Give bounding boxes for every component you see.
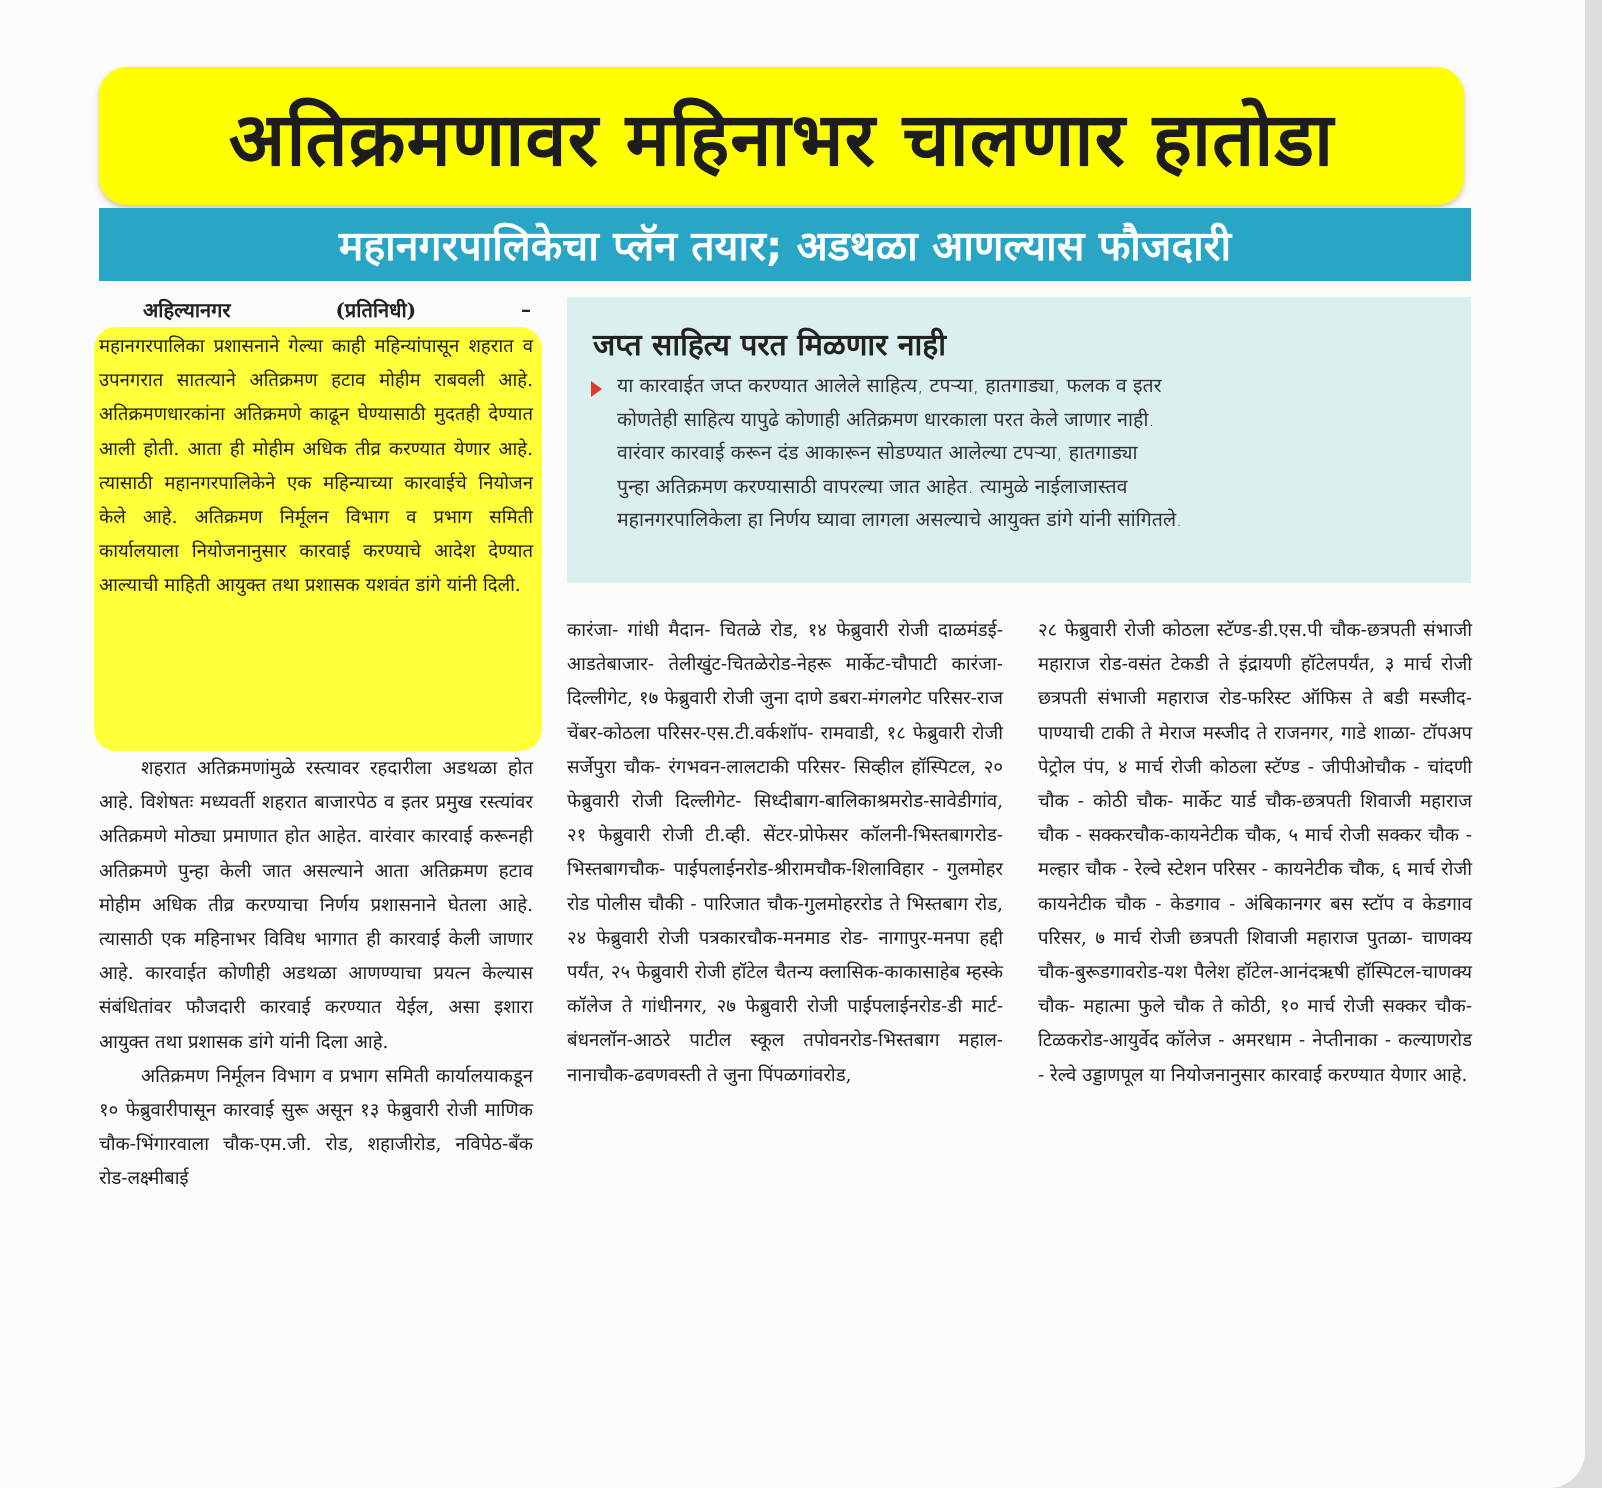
column1-paragraph-2: अतिक्रमण निर्मूलन विभाग व प्रभाग समिती कार्यालयाकडून १० फेब्रुवारीपासून कारवाई सुरू असून १३ फेब्रुवारी रोजी माणिक चौक-भिंगारवाला चौक-एम.जी. रोड, शहाजीरोड, नविपेठ-बँक रोड-लक्ष्मीबाई — [99, 1065, 533, 1190]
subheadline-banner — [99, 208, 1471, 281]
sidebox-line: पुन्हा अतिक्रमण करण्यासाठी वापरल्या जात आहेत. त्यामुळे नाईलाजास्तव — [617, 474, 1128, 498]
column3-text: २८ फेब्रुवारी रोजी कोठला स्टॅण्ड-डी.एस.पी चौक-छत्रपती संभाजी महाराज रोड-वसंत टेकडी ते इंद्रायणी हॉटेलपर्यंत, ३ मार्च रोजी छत्रपती संभाजी महाराज रोड-फरिस्ट ऑफिस ते बडी मस्जीद-पाण्याची टाकी ते मेराज मस्जीद ते राजनगर, गाडे शाळा- टॉपअप पेट्रोल पंप, ४ मार्च रोजी कोठला स्टॅण्ड - जीपीओचौक - चांदणी चौक - कोठी चौक- मार्केट यार्ड चौक-छत्रपती शिवाजी महाराज चौक - सक्करचौक-कायनेटीक चौक, ५ मार्च रोजी सक्कर चौक - मल्हार चौक - रेल्वे स्टेशन परिसर - कायनेटीक चौक, ६ मार्च रोजी कायनेटीक चौक - केडगाव - अंबिकानगर बस स्टॉप व केडगाव परिसर, ७ मार्च रोजी छत्रपती शिवाजी महाराज पुतळा- चाणक्य चौक-बुरूडगावरोड-यश पैलेश हॉटेल-आनंदऋषी हॉस्पिटल-चाणक्य चौक- महात्मा फुले चौक ते कोठी, १० मार्च रोजी सक्कर चौक-टिळकरोड-आयुर्वेद कॉलेज - अमरधाम - नेप्तीनाका - कल्याणरोड - रेल्वे उड्डाणपूल या नियोजनानुसार कारवाई करण्यात येणार आहे. — [1038, 620, 1472, 1086]
byline — [99, 294, 531, 324]
article-column-3 — [1038, 614, 1472, 1093]
sidebox-line: वारंवार कारवाई करून दंड आकारून सोडण्यात आलेल्या टपऱ्या, हातगाड्या — [617, 441, 1138, 464]
sidebox-line: या कारवाईत जप्त करण्यात आलेले साहित्य, टपऱ्या, हातगाड्या, फलक व इतर — [617, 374, 1162, 397]
sidebox — [567, 297, 1471, 583]
sidebox-body — [617, 369, 1437, 537]
highlighted-text: महानगरपालिका प्रशासनाने गेल्या काही महिन्यांपासून शहरात व उपनगरात सातत्याने अतिक्रमण हटाव मोहीम राबवली आहे. अतिक्रमणधारकांना अतिक्रमणे काढून घेण्यासाठी मुदतही देण्यात आली होती. आता ही मोहीम अधिक तीव्र करण्यात येणार आहे. त्यासाठी महानगरपालिकेने एक महिन्याच्या कारवाईचे नियोजन केले आहे. अतिक्रमण निर्मूलन विभाग व प्रभाग समिती कार्यालयाला नियोजनानुसार कारवाई करण्याचे आदेश देण्यात आल्याची माहिती आयुक्त तथा प्रशासक यशवंत डांगे यांनी दिली. — [99, 336, 533, 597]
byline-dash: – — [520, 297, 531, 321]
article-column-1 — [99, 752, 533, 1197]
sidebox-line: महानगरपालिकेला हा निर्णय घ्यावा लागला असल्याचे आयुक्त डांगे यांनी सांगितले. — [617, 508, 1183, 531]
byline-reporter: (प्रतिनिधी) — [335, 297, 417, 322]
headline: अतिक्रमणावर महिनाभर चालणार हातोडा — [228, 96, 1335, 183]
article-column-2 — [567, 614, 1003, 1093]
subheadline: महानगरपालिकेचा प्लॅन तयार; अडथळा आणल्यास फौजदारी — [338, 221, 1232, 270]
column2-text: कारंजा- गांधी मैदान- चितळे रोड, १४ फेब्रुवारी रोजी दाळमंडई-आडतेबाजार- तेलीखुंट-चितळेरोड-नेहरू मार्केट-चौपाटी कारंजा-दिल्लीगेट, १७ फेब्रुवारी रोजी जुना दाणे डबरा-मंगलगेट परिसर-राज चेंबर-कोठला परिसर-एस.टी.वर्कशॉप- रामवाडी, १८ फेब्रुवारी रोजी सर्जेपुरा चौक- रंगभवन-लालटाकी परिसर- सिव्हील हॉस्पिटल, २० फेब्रुवारी रोजी दिल्लीगेट- सिध्दीबाग-बालिकाश्रमरोड-सावेडीगांव, २१ फेब्रुवारी रोजी टी.व्ही. सेंटर-प्रोफेसर कॉलनी-भिस्तबागरोड-भिस्तबागचौक- पाईपलाईनरोड-श्रीरामचौक-शिलाविहार - गुलमोहर रोड पोलीस चौकी - पारिजात चौक-गुलमोहररोड ते भिस्तबाग रोड, २४ फेब्रुवारी रोजी पत्रकारचौक-मनमाड रोड- नागापुर-मनपा हद्दी पर्यंत, २५ फेब्रुवारी रोजी हॉटेल चैतन्य क्लासिक-काकासाहेब म्हस्के कॉलेज ते गांधीनगर, २७ फेब्रुवारी रोजी पाईपलाईनरोड-डी मार्ट-बंधनलॉन-आठरे पाटील स्कूल तपोवनरोड-भिस्तबाग महाल- नानाचौक-ढवणवस्ती ते जुना पिंपळगांवरोड, — [567, 620, 1003, 1086]
headline-banner — [99, 67, 1464, 205]
highlighted-paragraph — [99, 330, 533, 604]
byline-place: अहिल्यानगर — [143, 297, 231, 322]
bullet-arrow-icon — [591, 381, 602, 397]
sidebox-line: कोणतेही साहित्य यापुढे कोणाही अतिक्रमण धारकाला परत केले जाणार नाही. — [617, 407, 1155, 431]
column1-paragraph-1: शहरात अतिक्रमणांमुळे रस्त्यावर रहदारीला अडथळा होत आहे. विशेषतः मध्यवर्ती शहरात बाजारपेठ व इतर प्रमुख रस्त्यांवर अतिक्रमणे मोठ्या प्रमाणात होत आहेत. वारंवार कारवाई करूनही अतिक्रमणे पुन्हा केली जात असल्याने आता अतिक्रमण हटाव मोहीम अधिक तीव्र करण्याचा निर्णय प्रशासनाने घेतला आहे. त्यासाठी एक महिनाभर विविध भागात ही कारवाई केली जाणार आहे. कारवाईत कोणीही अडथळा आणण्याचा प्रयत्न केल्यास संबंधितांवर फौजदारी कारवाई करण्यात येईल, असा इशारा आयुक्त तथा प्रशासक डांगे यांनी दिला आहे. — [99, 758, 533, 1053]
sidebox-title: जप्त साहित्य परत मिळणार नाही — [593, 328, 946, 363]
